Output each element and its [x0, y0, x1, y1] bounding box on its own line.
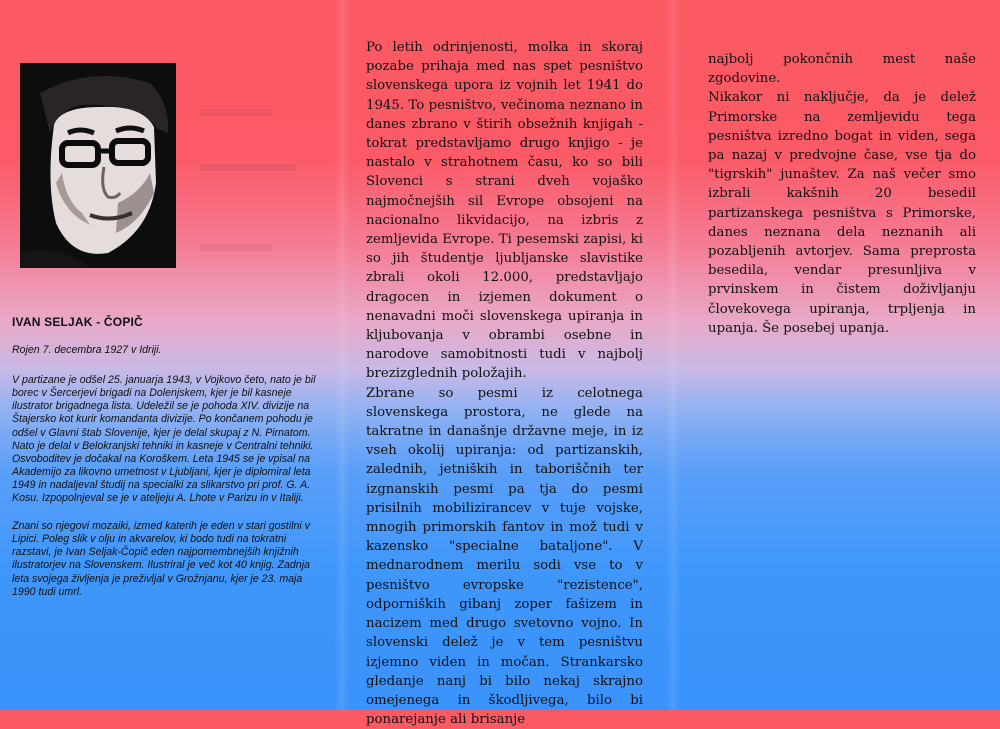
right-paragraph-2: Nikakor ni naključje, da je delež Primorske na zemljevidu tega pesništva izredno bogat in viden, sega pa nazaj v predvojne čase, vse tja do "tigrskih" junaštev. Za naš večer smo izbrali kakšnih 20 besedil partizanskega pesništva s Primorske, danes neznana dela neznanih ali pozabljenih avtorjev. Sama preprosta besedila, vendar presunljiva v prvinskem in čistem doživljanju človekovega upiranja, trpljenja in upanja. Še posebej upanja. — [708, 90, 976, 336]
fold-line-left — [335, 0, 349, 710]
show-through-print-1: ▬▬▬ — [200, 95, 272, 122]
middle-paragraph-1: Po letih odrinjenosti, molka in skoraj pozabe prihaja med nas spet pesništvo slovenskega upora iz vojnih let 1941 do 1945. To pesništvo, večinoma neznano in danes zbrano v štirih obsežnih knjigah - tokrat predstavljamo drugo knjigo - je nastalo v strahotnem času, ko so bili Slovenci s strani dveh vojaško najmočnejših sil Evrope obsojeni na nacionalno likvidacijo, na izbris z zemljevida Evrope. Ti pesemski zapisi, ki so jih študentje ljubljanske slavistike zbrali okoli 12.000, predstavljajo dragocen in izjemen dokument o nenavadni moči slovenskega upiranja in kljubovanja v obrambi osebne in narodove samobitnosti tudi v najbolj brezizglednih položajih. — [366, 40, 643, 382]
author-birth: Rojen 7. decembra 1927 v Idriji. — [12, 344, 162, 357]
right-column-text — [708, 50, 976, 338]
middle-column-text — [366, 38, 643, 729]
author-biography — [12, 316, 324, 614]
show-through-print-2: ▬▬▬▬ — [200, 150, 296, 177]
author-portrait — [20, 63, 176, 268]
portrait-image — [20, 63, 176, 268]
bio-paragraph-2: Znani so njegovi mozaiki, izmed katerih je eden v stari gostilni v Lipici. Poleg slik v olju in akvarelov, ki bodo tudi na tokratni razstavi, je Ivan Seljak-Čopič eden najpomembnejših knjižnih ilustratorjev na Slovenskem. Ilustriral je več kot 40 knjig. Zadnja leta svojega življenja je preživljal v Grožnjanu, kjer je 23. maja 1990 tudi umrl. — [12, 520, 310, 598]
show-through-print-3: ▬▬▬ — [200, 230, 272, 257]
fold-line-right — [666, 0, 680, 710]
bio-paragraph-1: V partizane je odšel 25. januarja 1943, v Vojkovo četo, nato je bil borec v Šercerjevi brigadi na Dolenjskem, kjer je bil kasneje ilustrator brigadnega lista. Udeležil se je pohoda XIV. divizije na Štajersko kot kurir komandanta divizije. Po končanem pohodu je odšel v Glavni štab Slovenije, kjer je delal skupaj z N. Pirnatom. Nato je delal v Belokranjski tehniki in kasneje v Centralni tehniki. Osvoboditev je dočakal na Koroškem. Leta 1945 se je vpisal na Akademijo za likovno umetnost v Ljubljani, kjer je diplomiral leta 1949 in nadaljeval študij na specialki za slikarstvo pri prof. G. A. Kosu. Izpopolnjeval se je v ateljeju A. Lhote v Parizu in v Italiji. — [12, 374, 316, 505]
right-paragraph-1: najbolj pokončnih mest naše zgodovine. — [708, 52, 976, 87]
author-name: IVAN SELJAK - ČOPIČ — [12, 315, 143, 329]
middle-paragraph-2: Zbrane so pesmi iz celotnega slovenskega prostora, ne glede na takratne in današnje državne meje, in iz vseh okolij upiranja: od partizanskih, zalednih, jetniških in taboriščnih ter izgnanskih pesmi pa tja do pesmi prisilnih mobilizirancev v tuje vojske, mnogih primorskih fantov in mož tudi v kazensko "specialne bataljone". V mednarodnem merilu sodi vse to v pesništvo evropske "rezistence", odporniških gibanj zoper fašizem in nacizem med drugo svetovno vojno. In slovenski delež je v tem pesništvu izjemno viden in močan. Strankarsko gledanje nanj bi bilo nekaj skrajno omejenega in škodljivega, bilo bi ponarejanje ali brisanje — [366, 385, 643, 728]
